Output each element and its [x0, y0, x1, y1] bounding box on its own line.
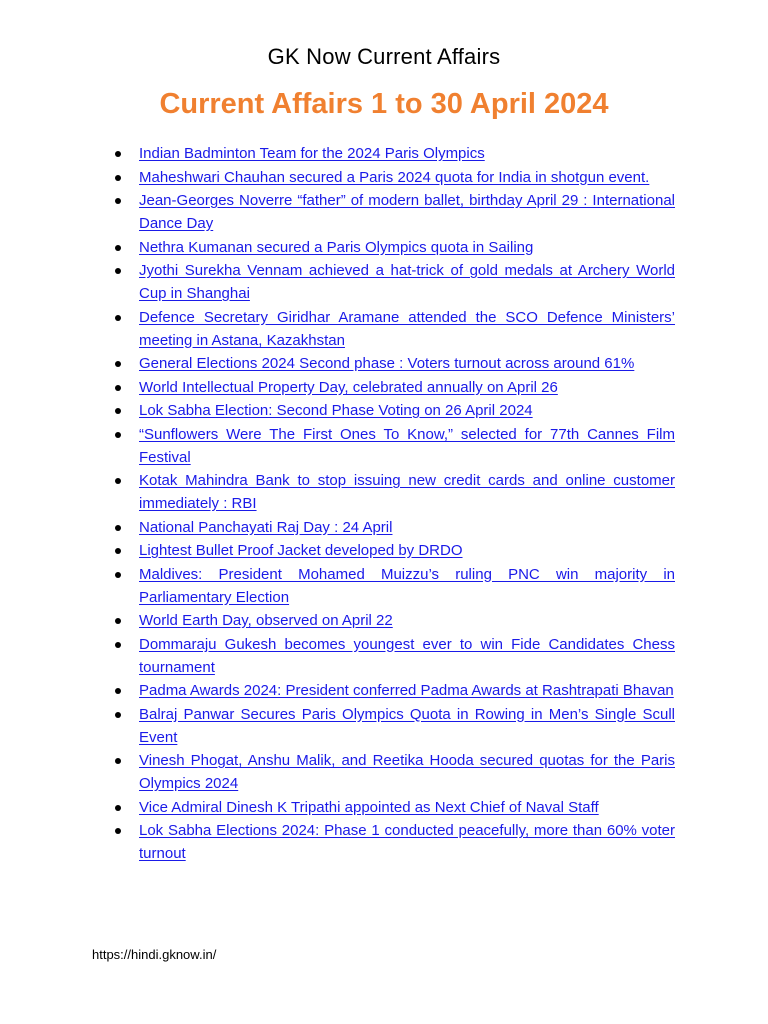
page-heading: Current Affairs 1 to 30 April 2024 [159, 88, 609, 120]
bullet-icon [115, 151, 121, 157]
list-item [100, 399, 675, 422]
article-link[interactable]: Balraj Panwar Secures Paris Olympics Quota in Rowing in Men’s Single Scull Event [139, 705, 675, 746]
bullet-icon [115, 361, 121, 367]
bullet-icon [115, 385, 121, 391]
article-link[interactable]: Vinesh Phogat, Anshu Malik, and Reetika Hooda secured quotas for the Paris Olympics 2024 [139, 752, 675, 792]
list-item [100, 306, 675, 352]
article-link[interactable]: Padma Awards 2024: President conferred Padma Awards at Rashtrapati Bhavan [139, 682, 674, 699]
list-item [100, 469, 675, 515]
list-item [100, 703, 675, 749]
list-item [100, 376, 675, 399]
list-item [100, 749, 675, 795]
list-item [100, 563, 675, 609]
bullet-icon [115, 525, 121, 531]
bullet-icon [115, 805, 121, 811]
bullet-icon [115, 712, 121, 718]
article-link[interactable]: Kotak Mahindra Bank to stop issuing new credit cards and online customer immediately : RBI [139, 472, 675, 512]
bullet-icon [115, 478, 121, 484]
article-link[interactable]: Defence Secretary Giridhar Aramane attended the SCO Defence Ministers’ meeting in Astana, Kazakhstan [139, 308, 675, 349]
article-link[interactable]: Lok Sabha Election: Second Phase Voting on 26 April 2024 [139, 402, 533, 419]
article-link[interactable]: Lok Sabha Elections 2024: Phase 1 conducted peacefully, more than 60% voter turnout [139, 822, 675, 862]
footer-url[interactable]: https://hindi.gknow.in/ [92, 947, 217, 962]
article-link[interactable]: Maldives: President Mohamed Muizzu’s ruling PNC win majority in Parliamentary Election [139, 565, 675, 606]
bullet-icon [115, 268, 121, 274]
list-item [100, 679, 675, 702]
article-link[interactable]: World Earth Day, observed on April 22 [139, 612, 393, 629]
article-link[interactable]: Nethra Kumanan secured a Paris Olympics quota in Sailing [139, 238, 534, 256]
list-item [100, 516, 675, 539]
bullet-icon [115, 245, 121, 251]
article-link[interactable]: Dommaraju Gukesh becomes youngest ever to win Fide Candidates Chess tournament [139, 635, 675, 676]
bullet-icon [115, 175, 121, 181]
list-item [100, 236, 675, 259]
article-link[interactable]: Lightest Bullet Proof Jacket developed by DRDO [139, 542, 463, 559]
bullet-icon [115, 548, 121, 554]
bullet-icon [115, 828, 121, 834]
list-item [100, 539, 675, 562]
list-item [100, 166, 675, 189]
bullet-icon [115, 618, 121, 624]
article-link[interactable]: National Panchayati Raj Day : 24 April [139, 518, 393, 536]
bullet-icon [115, 432, 121, 438]
list-item [100, 819, 675, 865]
bullet-icon [115, 758, 121, 764]
article-link[interactable]: Indian Badminton Team for the 2024 Paris Olympics [139, 145, 485, 162]
list-item [100, 423, 675, 469]
list-item [100, 633, 675, 679]
article-link[interactable]: Maheshwari Chauhan secured a Paris 2024 quota for India in shotgun event. [139, 168, 650, 186]
bullet-icon [115, 688, 121, 694]
bullet-icon [115, 198, 121, 204]
article-list [100, 142, 675, 866]
list-item [100, 142, 675, 165]
article-link[interactable]: World Intellectual Property Day, celebrated annually on April 26 [139, 378, 558, 396]
site-title: GK Now Current Affairs [267, 44, 501, 69]
bullet-icon [115, 642, 121, 648]
article-link[interactable]: Vice Admiral Dinesh K Tripathi appointed as Next Chief of Naval Staff [139, 798, 599, 816]
list-item [100, 796, 675, 819]
article-link[interactable]: “Sunflowers Were The First Ones To Know,” selected for 77th Cannes Film Festival [139, 425, 675, 466]
article-link[interactable]: Jyothi Surekha Vennam achieved a hat-trick of gold medals at Archery World Cup in Shanghai [139, 262, 675, 302]
list-item [100, 259, 675, 305]
bullet-icon [115, 315, 121, 321]
article-link[interactable]: Jean-Georges Noverre “father” of modern ballet, birthday April 29 : International Dance Day [139, 192, 675, 232]
list-item [100, 352, 675, 375]
bullet-icon [115, 572, 121, 578]
list-item [100, 609, 675, 632]
list-item [100, 189, 675, 235]
bullet-icon [115, 408, 121, 414]
article-link[interactable]: General Elections 2024 Second phase : Voters turnout across around 61% [139, 355, 635, 372]
